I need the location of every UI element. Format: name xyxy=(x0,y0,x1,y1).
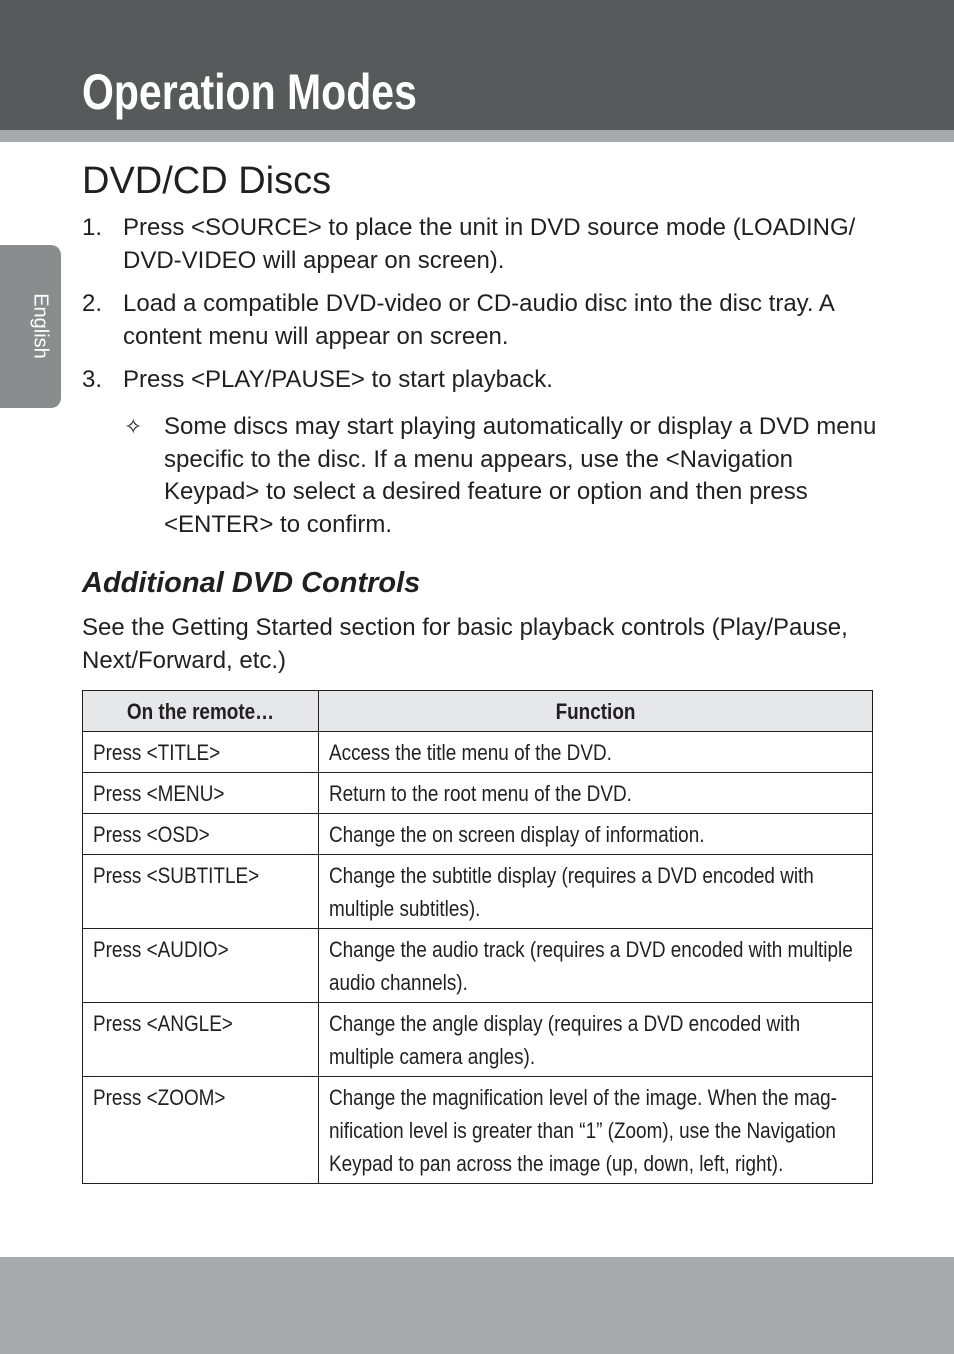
function-cell xyxy=(319,814,873,855)
intro-paragraph: See the Getting Started section for basic playback controls (Play/Pause, Next/Forward, etc.) xyxy=(82,614,848,674)
function-text: Access the title menu of the DVD. xyxy=(329,740,612,765)
remote-cell xyxy=(83,855,319,929)
column-header-label: Function xyxy=(555,699,636,724)
step-item xyxy=(82,288,882,353)
function-text: Change the magnification level of the image. When the mag- nification level is greater than “1” (Zoom), use the Navigation Keypad to pan across the image (up, down, left, right). xyxy=(329,1085,837,1176)
table-row xyxy=(83,814,873,855)
function-cell xyxy=(319,732,873,773)
section-heading: DVD/CD Discs xyxy=(82,160,332,202)
function-cell xyxy=(319,855,873,929)
diamond-bullet-icon: ✧ xyxy=(124,414,143,439)
step-text: Load a compatible DVD-video or CD-audio disc into the disc tray. A content menu will appear on screen. xyxy=(123,290,834,350)
function-cell xyxy=(319,1003,873,1077)
function-text: Change the subtitle display (requires a DVD encoded with multiple subtitles). xyxy=(329,863,814,921)
column-header-remote xyxy=(83,691,319,732)
remote-key: Press <SUBTITLE> xyxy=(93,863,260,888)
function-cell xyxy=(319,929,873,1003)
remote-key: Press <ANGLE> xyxy=(93,1011,233,1036)
footer-band xyxy=(0,1257,954,1354)
remote-cell xyxy=(83,814,319,855)
table-row xyxy=(83,855,873,929)
remote-key: Press <AUDIO> xyxy=(93,937,229,962)
function-text: Change the on screen display of information. xyxy=(329,822,705,847)
table-row xyxy=(83,1077,873,1184)
column-header-label: On the remote… xyxy=(126,699,275,724)
header-stripe xyxy=(0,130,954,142)
step-number: 2. xyxy=(82,290,103,317)
note xyxy=(124,411,884,541)
remote-cell xyxy=(83,732,319,773)
step-text: Press <SOURCE> to place the unit in DVD source mode (LOADING/ DVD-VIDEO will appear on screen). xyxy=(123,214,856,274)
step-number: 1. xyxy=(82,214,103,241)
function-text: Change the audio track (requires a DVD encoded with multiple audio channels). xyxy=(329,937,853,995)
table-row xyxy=(83,732,873,773)
remote-cell xyxy=(83,773,319,814)
page-title: Operation Modes xyxy=(82,64,417,120)
steps-list xyxy=(82,212,882,408)
function-cell xyxy=(319,773,873,814)
remote-key: Press <ZOOM> xyxy=(93,1085,226,1110)
language-tab-label: English xyxy=(29,293,52,359)
function-text: Change the angle display (requires a DVD encoded with multiple camera angles). xyxy=(329,1011,801,1069)
controls-table xyxy=(82,690,873,1184)
subsection-heading: Additional DVD Controls xyxy=(82,567,421,599)
table-row xyxy=(83,1003,873,1077)
remote-key: Press <OSD> xyxy=(93,822,210,847)
function-text: Return to the root menu of the DVD. xyxy=(329,781,632,806)
remote-key: Press <MENU> xyxy=(93,781,225,806)
step-item xyxy=(82,212,882,277)
note-text: Some discs may start playing automatically or display a DVD menu specific to the disc. If a menu appears, use the <Navigation Keypad> to select a desired feature or option and then press <ENTER> to confirm. xyxy=(164,413,877,538)
table-header-row xyxy=(83,691,873,732)
remote-cell xyxy=(83,1003,319,1077)
column-header-function xyxy=(319,691,873,732)
step-text: Press <PLAY/PAUSE> to start playback. xyxy=(123,366,553,393)
table-row xyxy=(83,929,873,1003)
table-row xyxy=(83,773,873,814)
step-number: 3. xyxy=(82,366,103,393)
remote-key: Press <TITLE> xyxy=(93,740,221,765)
function-cell xyxy=(319,1077,873,1184)
remote-cell xyxy=(83,929,319,1003)
step-item xyxy=(82,364,882,397)
remote-cell xyxy=(83,1077,319,1184)
